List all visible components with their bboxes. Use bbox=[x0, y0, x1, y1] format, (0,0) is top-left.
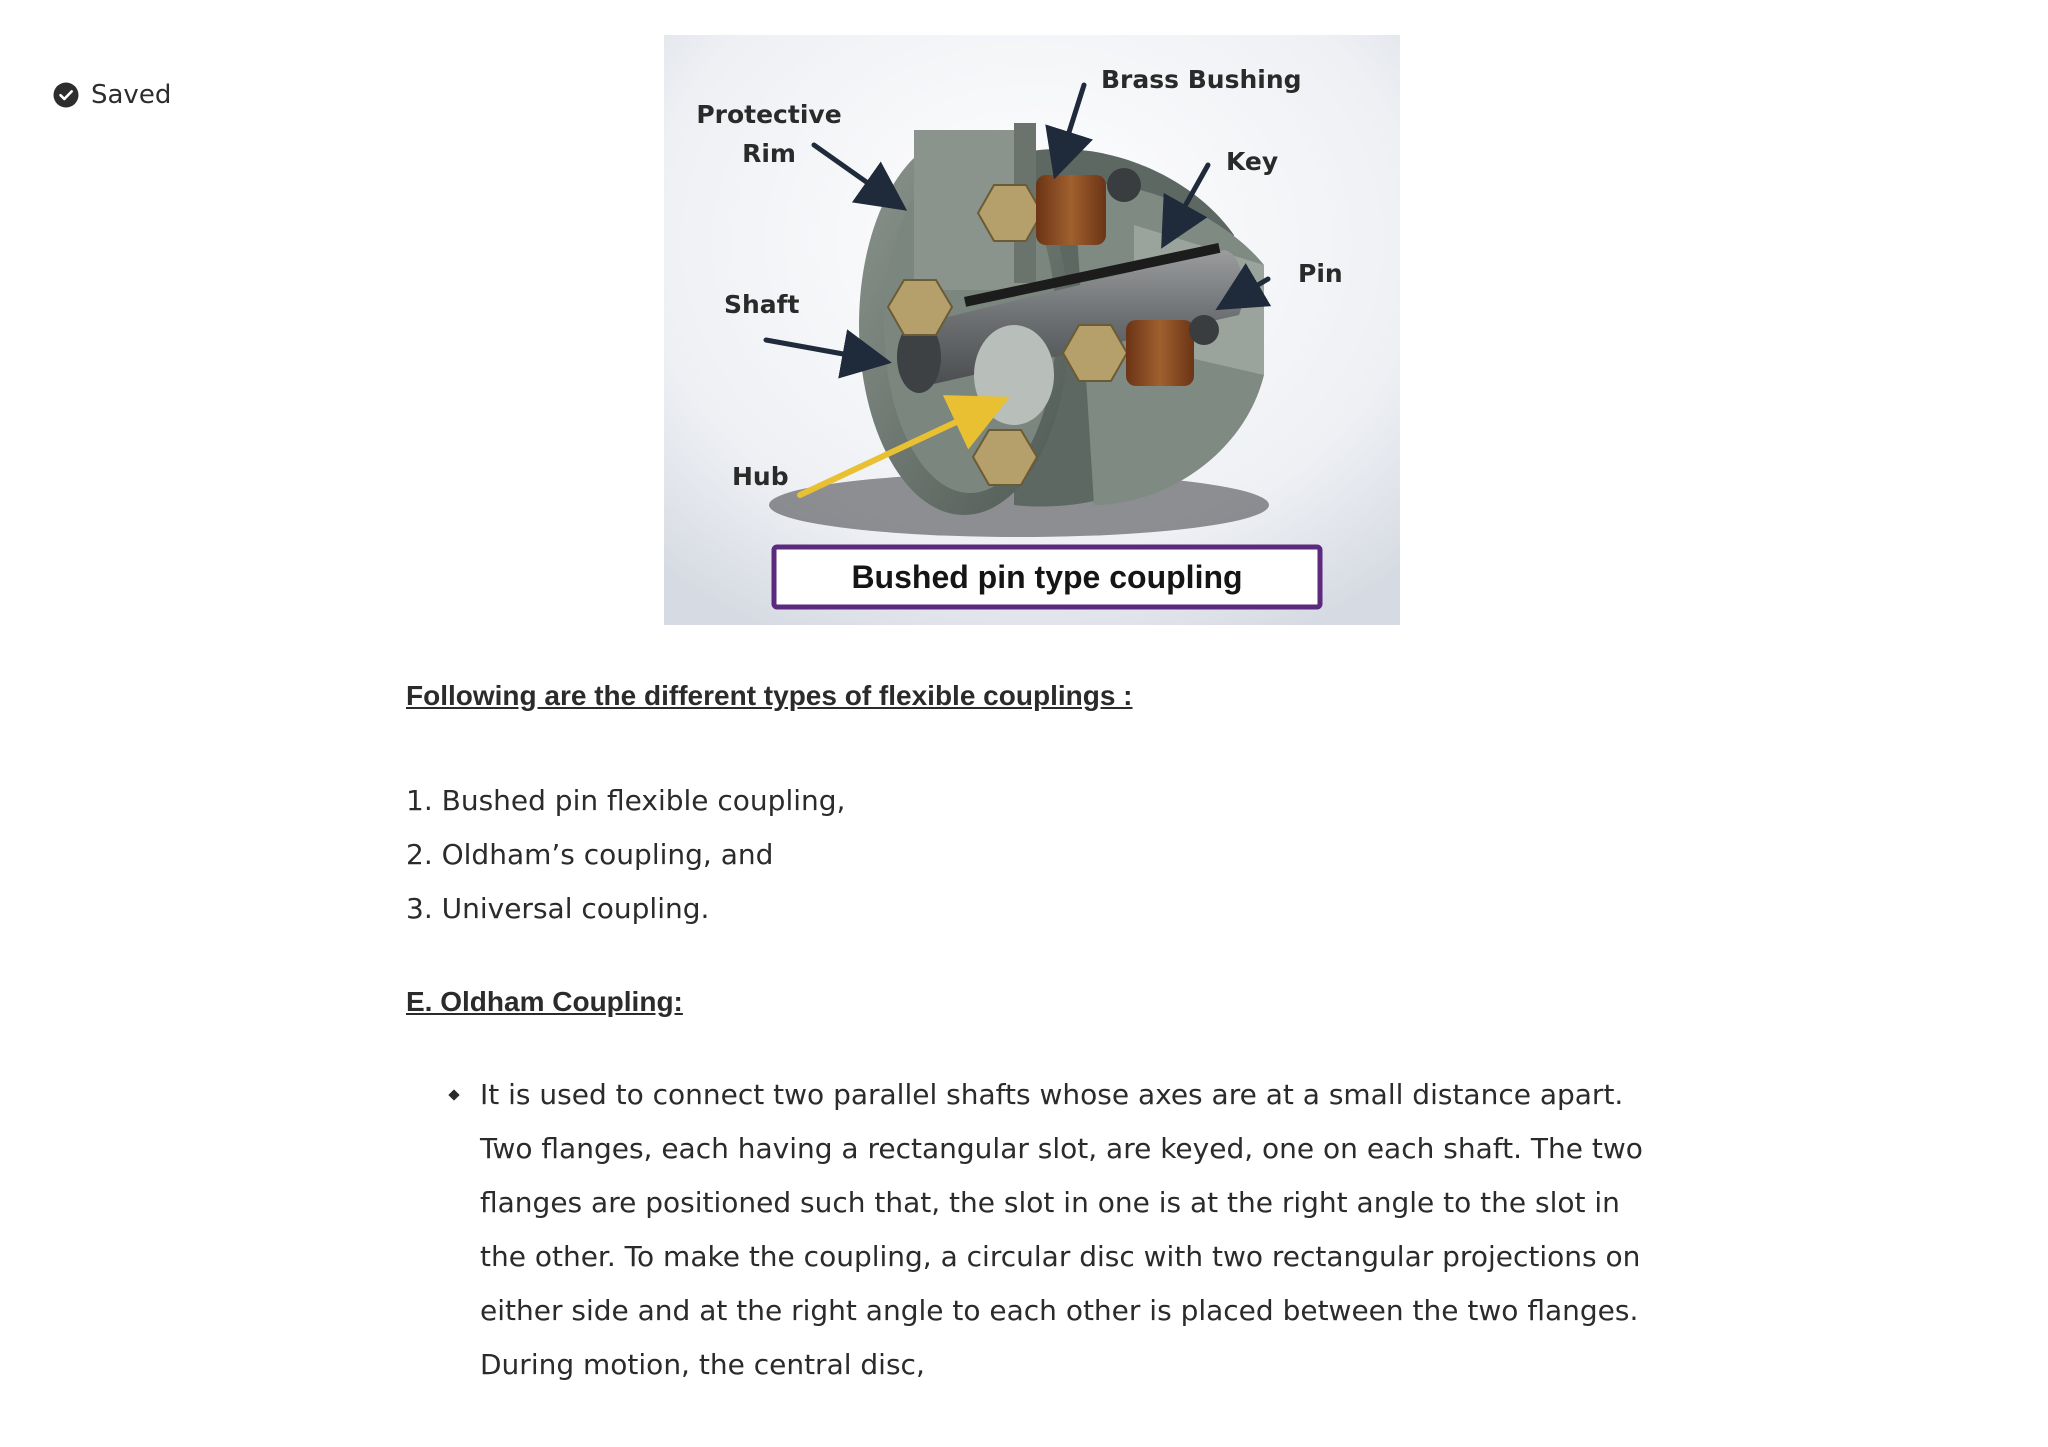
save-status bbox=[53, 80, 171, 110]
coupling-illustration bbox=[664, 35, 1400, 625]
label-hub: Hub bbox=[732, 462, 789, 491]
figure-caption: Bushed pin type coupling bbox=[851, 559, 1243, 595]
label-pin: Pin bbox=[1298, 259, 1343, 288]
label-protective-rim-line1: Protective bbox=[696, 100, 842, 129]
saved-label: Saved bbox=[91, 80, 172, 110]
label-key: Key bbox=[1226, 147, 1279, 176]
oldham-bullet-list bbox=[406, 1068, 1666, 1392]
coupling-figure bbox=[664, 35, 1400, 625]
bullet-icon bbox=[448, 1089, 459, 1100]
oldham-description: It is used to connect two parallel shafts whose axes are at a small distance apart. Two flanges, each having a rectangular slot, are keyed, one on each shaft. The two flanges are positioned such that, the slot in one is at the right angle to the slot in the other. To make the coupling, a circular disc with two rectangular projections on either side and at the right angle to each other is placed between the two flanges. During motion, the central disc, bbox=[480, 1078, 1643, 1381]
list-item: 2. Oldham’s coupling, and bbox=[406, 838, 774, 871]
check-circle-icon bbox=[53, 82, 79, 108]
coupling-types-list bbox=[406, 774, 1666, 936]
article-content bbox=[406, 676, 1666, 1392]
label-brass-bushing: Brass Bushing bbox=[1101, 65, 1302, 94]
heading-coupling-types: Following are the different types of flexible couplings : bbox=[406, 680, 1133, 711]
list-item: 1. Bushed pin flexible coupling, bbox=[406, 784, 846, 817]
label-protective-rim-line2: Rim bbox=[742, 139, 796, 168]
label-shaft: Shaft bbox=[724, 290, 800, 319]
list-item bbox=[480, 1068, 1666, 1392]
heading-oldham-coupling: E. Oldham Coupling: bbox=[406, 986, 683, 1017]
list-item: 3. Universal coupling. bbox=[406, 892, 710, 925]
